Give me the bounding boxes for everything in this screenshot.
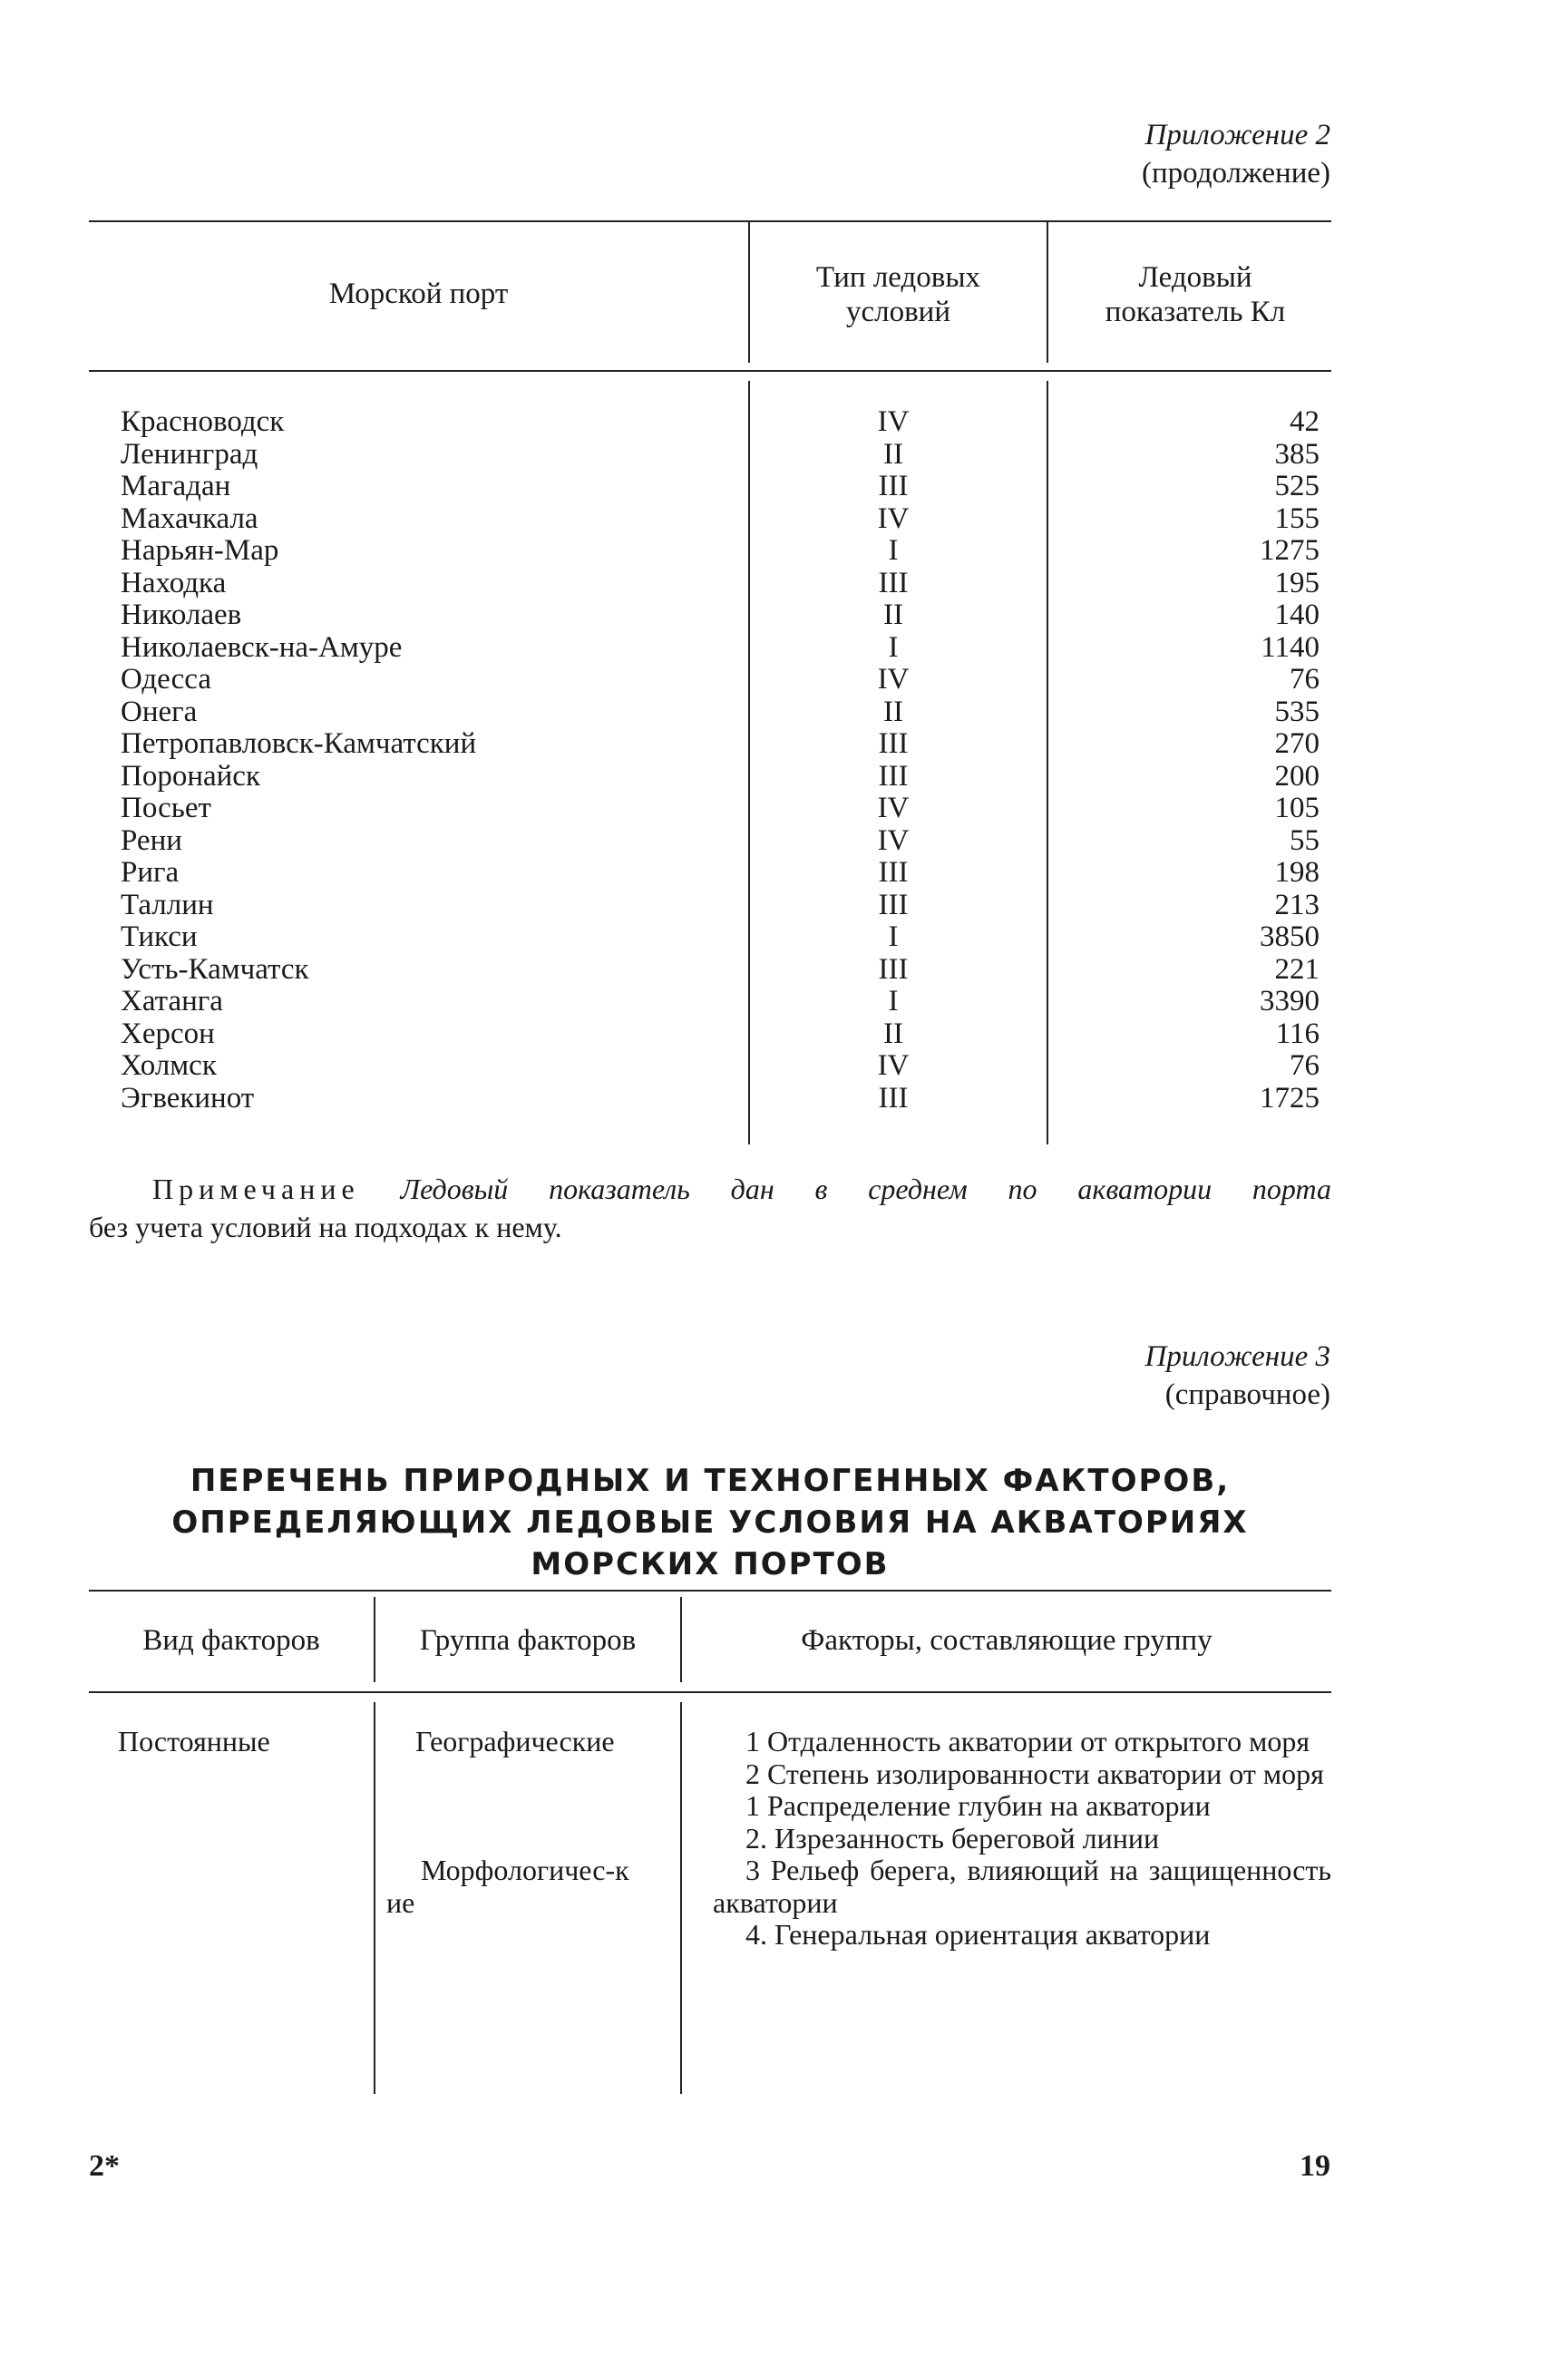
table-row	[89, 535, 1331, 568]
appendix-3-title: Приложение 3	[1144, 1340, 1330, 1373]
note-label: Примечание	[152, 1173, 360, 1205]
factor-kind-permanent: Постоянные	[118, 1725, 270, 1757]
table-note	[89, 1170, 1331, 1246]
table-row	[89, 568, 1331, 600]
table-top-rule	[89, 220, 1331, 222]
ice-index-value: 76	[1290, 663, 1320, 696]
section-title-line: ОПРЕДЕЛЯЮЩИХ ЛЕДОВЫЕ УСЛОВИЯ НА АКВАТОРИЯХ	[171, 1504, 1249, 1541]
header-port: Морской порт	[328, 277, 509, 310]
port-name: Усть-Камчатск	[121, 952, 309, 986]
column-divider	[680, 1702, 682, 2094]
table-row	[89, 857, 1331, 890]
ice-index-value: 198	[1274, 856, 1320, 889]
table-row	[89, 471, 1331, 503]
port-name: Одесса	[121, 663, 211, 696]
factor-item: 2 Степень изолированности акватории от моря	[745, 1757, 1324, 1790]
header-ice-type: Тип ледовых условий	[815, 261, 981, 328]
port-name: Петропавловск-Камчатский	[121, 727, 477, 760]
appendix-2-title: Приложение 2	[1144, 119, 1330, 151]
page-number: 19	[1300, 2149, 1330, 2183]
appendix-3-heading	[1145, 1338, 1330, 1414]
footer-signature-mark: 2*	[89, 2149, 120, 2183]
column-divider	[374, 1702, 375, 2094]
port-name: Николаевск-на-Амуре	[121, 630, 403, 664]
section-title	[89, 1460, 1331, 1585]
ice-type: IV	[877, 501, 910, 535]
ice-type: III	[878, 759, 909, 793]
ice-index-value: 3850	[1260, 920, 1320, 953]
ice-type: IV	[877, 663, 910, 696]
ice-type: IV	[877, 1049, 910, 1082]
table-row	[89, 954, 1331, 987]
ice-index-value: 42	[1290, 405, 1320, 438]
ice-type: IV	[877, 823, 910, 857]
section-title-line: МОРСКИХ ПОРТОВ	[531, 1546, 890, 1582]
factor-group-geographic: Географические	[415, 1725, 615, 1757]
port-name: Таллин	[121, 888, 214, 921]
header-factor-kind: Вид факторов	[142, 1624, 320, 1657]
port-name: Николаев	[121, 599, 242, 631]
ice-type: III	[878, 566, 909, 599]
port-name: Махачкала	[121, 501, 258, 535]
ice-type: IV	[877, 405, 910, 438]
ice-index-value: 385	[1274, 437, 1320, 471]
table-body	[89, 406, 1331, 1115]
ice-type: II	[883, 1017, 903, 1050]
note-text-line2: без учета условий на подходах к нему.	[89, 1211, 562, 1243]
factor-item: 1 Распределение глубин на акватории	[745, 1789, 1211, 1822]
port-name: Хатанга	[121, 985, 223, 1017]
port-name: Тикси	[121, 920, 198, 953]
port-name: Онега	[121, 695, 198, 728]
ice-type: I	[888, 630, 899, 664]
ice-index-value: 105	[1274, 792, 1320, 824]
table-row	[89, 696, 1331, 729]
table-row	[89, 1083, 1331, 1115]
ice-type: III	[878, 470, 909, 502]
ice-index-value: 195	[1274, 566, 1320, 599]
table-header-rule	[89, 370, 1331, 372]
ice-index-value: 76	[1290, 1049, 1320, 1082]
table-row	[89, 599, 1331, 632]
header-ice-index: Ледовый показатель Кл	[1105, 261, 1286, 328]
ice-type: II	[883, 599, 903, 631]
ice-index-value: 55	[1290, 823, 1320, 857]
ice-index-value: 1725	[1260, 1081, 1320, 1115]
port-name: Херсон	[121, 1017, 215, 1050]
port-name: Магадан	[121, 470, 231, 502]
section-title-line: ПЕРЕЧЕНЬ ПРИРОДНЫХ И ТЕХНОГЕННЫХ ФАКТОРОВ,	[190, 1463, 1231, 1499]
factor-item: 2. Изрезанность береговой линии	[745, 1821, 1160, 1855]
port-name: Посьет	[121, 792, 211, 824]
port-name: Ленинград	[121, 437, 258, 471]
ice-index-value: 525	[1274, 470, 1320, 502]
table-row	[89, 986, 1331, 1018]
table-row	[89, 503, 1331, 536]
factor-list	[713, 1726, 1331, 1952]
table-row	[89, 664, 1331, 696]
ice-index-value: 140	[1274, 599, 1320, 631]
port-name: Нарьян-Мар	[121, 534, 279, 567]
appendix-2-subtitle: (продолжение)	[1142, 157, 1330, 190]
port-name: Рени	[121, 823, 182, 857]
factor-item: 4. Генеральная ориентация акватории	[745, 1918, 1211, 1951]
table-row	[89, 890, 1331, 922]
table-row	[89, 825, 1331, 858]
port-name: Рига	[121, 856, 180, 889]
table-row	[89, 761, 1331, 793]
ice-index-value: 155	[1274, 501, 1320, 535]
ice-index-value: 1140	[1261, 630, 1320, 664]
ice-type: I	[888, 534, 899, 567]
ice-index-value: 3390	[1260, 985, 1320, 1017]
ice-type: III	[878, 727, 909, 760]
port-name: Поронайск	[121, 759, 260, 793]
factors-table	[89, 1590, 1331, 2098]
column-divider	[748, 220, 750, 363]
ice-index-value: 221	[1274, 952, 1320, 986]
table-row	[89, 632, 1331, 665]
table-row	[89, 728, 1331, 761]
ice-index-value: 270	[1274, 727, 1320, 760]
table-row	[89, 1018, 1331, 1051]
ice-index-value: 200	[1274, 759, 1320, 793]
table-row	[89, 439, 1331, 472]
appendix-2-heading	[1142, 116, 1330, 192]
table-row	[89, 406, 1331, 439]
ice-type: II	[883, 695, 903, 728]
ice-type: II	[883, 437, 903, 471]
appendix-3-subtitle: (справочное)	[1164, 1378, 1330, 1411]
table-row	[89, 1050, 1331, 1083]
column-divider	[1047, 220, 1048, 363]
factor-item: 3 Рельеф берега, влияющий на защищенность акватории	[713, 1854, 1331, 1919]
ice-type: III	[878, 888, 909, 921]
factor-item: 1 Отдаленность акватории от открытого моря	[745, 1725, 1310, 1757]
port-name: Эгвекинот	[121, 1081, 255, 1115]
ice-index-value: 116	[1275, 1017, 1320, 1050]
note-text-line1: Ледовый показатель дан в среднем по акватории порта	[400, 1173, 1332, 1205]
ice-index-value: 535	[1274, 695, 1320, 728]
ice-type: III	[878, 856, 909, 889]
port-name: Находка	[121, 566, 227, 599]
factor-group-morphological: Морфологичес-кие	[386, 1854, 629, 1919]
ice-index-value: 213	[1274, 888, 1320, 921]
header-factor-group: Группа факторов	[419, 1624, 637, 1657]
ice-type: I	[888, 985, 899, 1017]
port-name: Красноводск	[121, 405, 285, 438]
table-row	[89, 921, 1331, 954]
port-name: Холмск	[121, 1049, 217, 1082]
ice-type: I	[888, 920, 899, 953]
ice-type: III	[878, 952, 909, 986]
table-header-rule	[89, 1691, 1331, 1693]
ice-index-table	[89, 220, 1331, 1154]
table-row	[89, 793, 1331, 825]
ice-index-value: 1275	[1260, 534, 1320, 567]
table-top-rule	[89, 1590, 1331, 1592]
ice-type: IV	[877, 792, 910, 824]
ice-type: III	[878, 1081, 909, 1115]
header-factors: Факторы, составляющие группу	[801, 1624, 1213, 1657]
